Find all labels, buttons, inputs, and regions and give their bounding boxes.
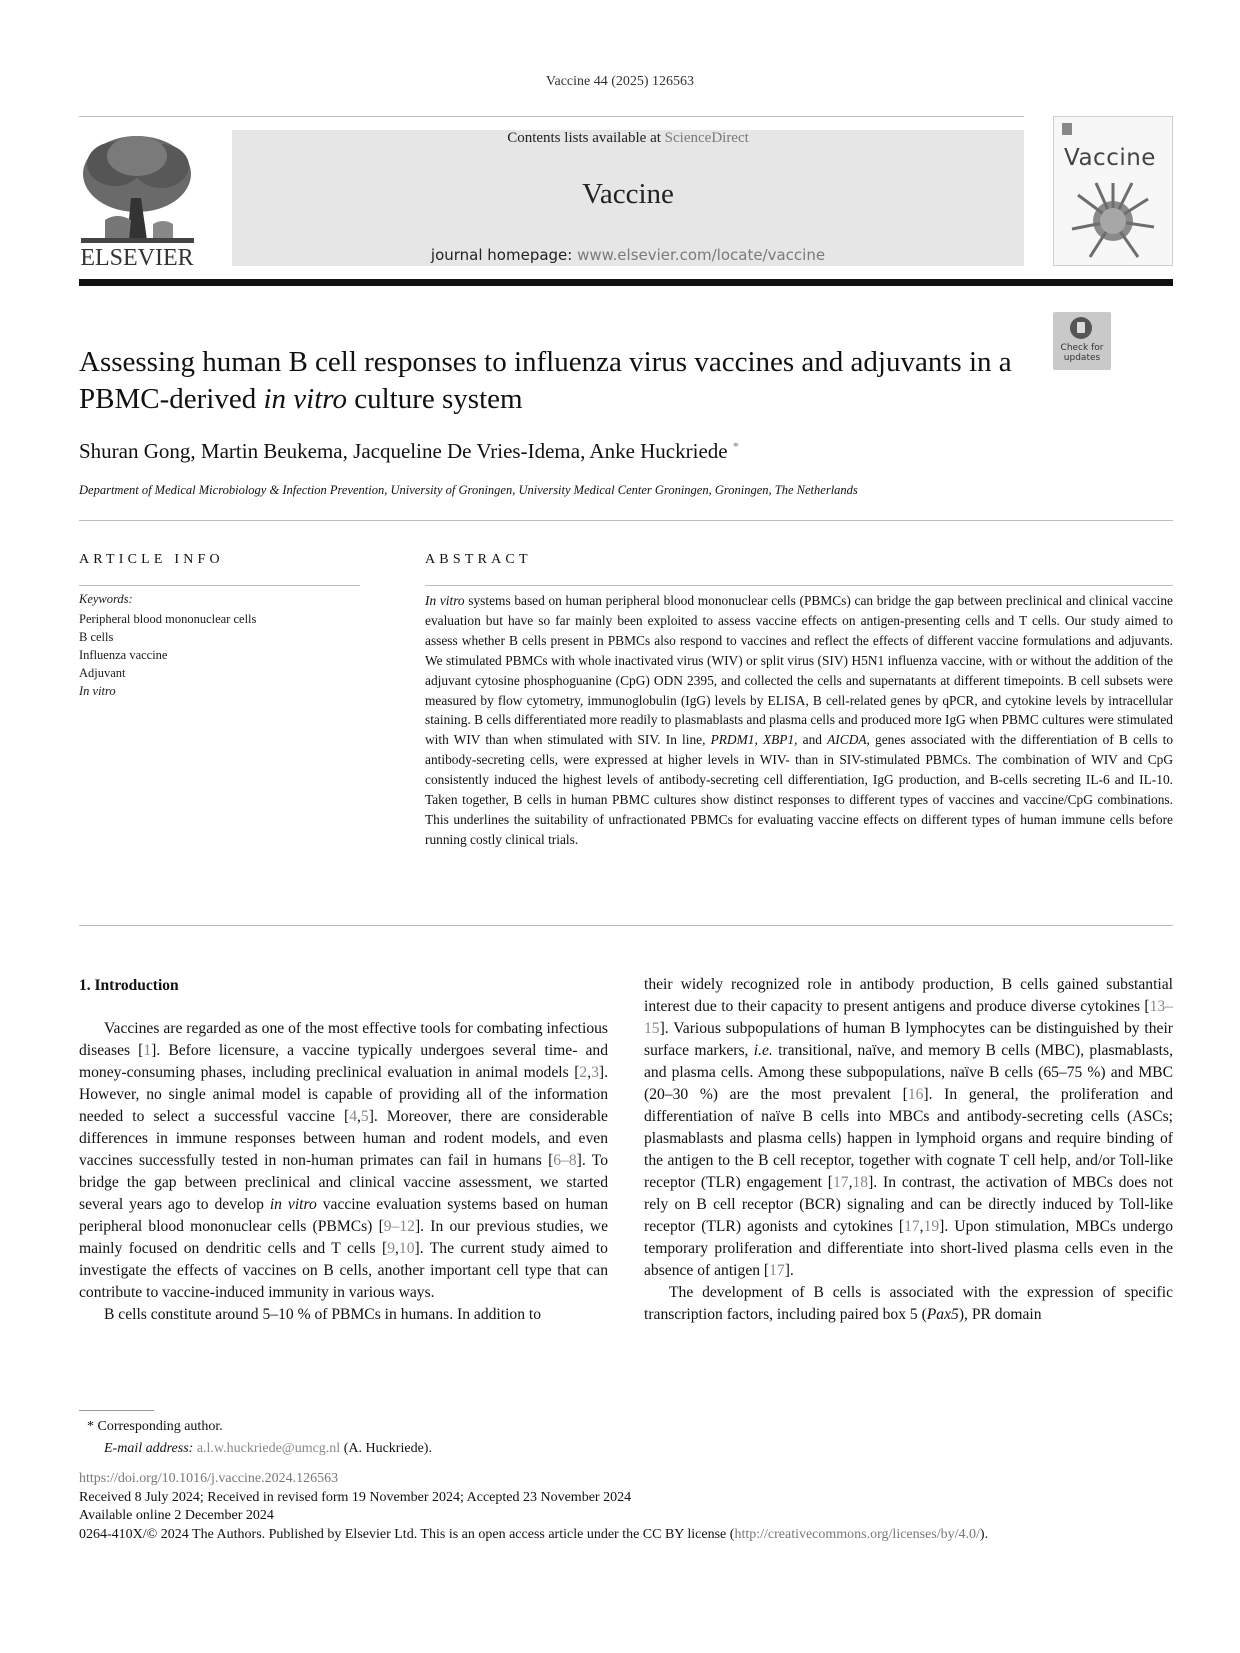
elsevier-tree-icon bbox=[75, 128, 200, 270]
text: , bbox=[919, 1218, 924, 1235]
keyword-item: Influenza vaccine bbox=[79, 648, 168, 662]
text: ]. In general, the proliferation and differentiation of naïve B cells into MBCs and antibody-secreting cells (ASCs; plasmablasts and plasma cells) happen in lymphoid organs and require binding of the antigen to the B cell receptor, together with cognate T cell help, and/or Toll-like receptor (TLR) engagement [ bbox=[644, 1086, 1173, 1191]
footnote-star-line: * Corresponding author. bbox=[87, 1419, 223, 1434]
check-for-updates-text bbox=[1053, 343, 1111, 363]
text: The development of B cells is associated with the expression of specific transcription factors, including paired box 5 ( bbox=[644, 1284, 1173, 1323]
citation-link[interactable]: 17 bbox=[904, 1218, 920, 1235]
abstract-lead: In vitro bbox=[425, 593, 465, 608]
cover-publisher-mark bbox=[1062, 123, 1072, 135]
affiliation: Department of Medical Microbiology & Infection Prevention, University of Groningen, University Medical Center Groningen, Groningen, The Netherlands bbox=[79, 483, 858, 497]
text: ]. In our previous studies, we mainly focused on dendritic cells and T cells [ bbox=[79, 1218, 608, 1257]
title-text: Assessing human B cell responses to influenza virus vaccines and adjuvants in a PBMC-derived bbox=[79, 346, 1012, 415]
section-heading-introduction: 1. Introduction bbox=[79, 977, 179, 994]
affiliation-rule bbox=[79, 520, 1173, 521]
italic-text: in vitro bbox=[269, 1196, 317, 1213]
citation-link[interactable]: 17 bbox=[833, 1174, 849, 1191]
gene-name: PRDM1 bbox=[710, 732, 755, 748]
citation-link[interactable]: 9 bbox=[387, 1240, 396, 1257]
citation-link[interactable]: 18 bbox=[852, 1174, 869, 1191]
citation-link[interactable]: 6–8 bbox=[553, 1152, 577, 1169]
homepage-link[interactable]: www.elsevier.com/locate/vaccine bbox=[577, 246, 826, 264]
keywords-list bbox=[79, 610, 256, 700]
email-label: E-mail address: bbox=[104, 1441, 194, 1456]
journal-cover[interactable] bbox=[1053, 116, 1173, 266]
email-link[interactable]: a.l.w.huckriede@umcg.nl bbox=[196, 1441, 341, 1456]
text: ]. To bridge the gap between preclinical and clinical vaccine assessment, we started several years ago to develop bbox=[79, 1152, 608, 1213]
gene-name: AICDA bbox=[827, 732, 867, 748]
text: Vaccines are regarded as one of the most effective tools for combating infectious diseases [ bbox=[79, 1020, 608, 1059]
citation-link[interactable]: 4 bbox=[349, 1108, 358, 1125]
footnote-rule bbox=[79, 1410, 154, 1411]
intro-paragraph-1 bbox=[79, 1018, 608, 1304]
journal-name: Vaccine bbox=[582, 178, 674, 210]
citation-link[interactable]: 1 bbox=[143, 1042, 152, 1059]
body-column-left bbox=[79, 1018, 608, 1326]
author-name[interactable]: Shuran Gong bbox=[79, 439, 191, 463]
received-dates: Received 8 July 2024; Received in revised form 19 November 2024; Accepted 23 November 2024 bbox=[79, 1489, 632, 1505]
keyword-item: In vitro bbox=[79, 684, 116, 698]
footnote-email-line bbox=[87, 1438, 432, 1460]
doi-link[interactable]: https://doi.org/10.1016/j.vaccine.2024.126563 bbox=[79, 1471, 339, 1486]
text: ]. However, no single animal model is capable of providing all of the information needed to select a successful vaccine [ bbox=[79, 1064, 608, 1125]
contents-line bbox=[232, 130, 1024, 147]
text: , bbox=[848, 1174, 853, 1191]
citation-link[interactable]: 5 bbox=[360, 1108, 369, 1125]
abstract-heading: ABSTRACT bbox=[425, 552, 532, 567]
citation-link[interactable]: 9–12 bbox=[383, 1218, 415, 1235]
article-info-rule bbox=[79, 585, 360, 586]
author-list bbox=[79, 439, 739, 464]
citation-link[interactable]: 13–15 bbox=[644, 998, 1173, 1037]
text: ]. Moreover, there are considerable differences in immune responses between human and rodent models, and even vaccines successfully tested in non-human primates can fail in humans [ bbox=[79, 1108, 608, 1169]
abstract-body bbox=[425, 591, 1173, 850]
logo-wordmark: ELSEVIER bbox=[80, 245, 194, 270]
homepage-line bbox=[232, 246, 1024, 264]
corresponding-author-footnote bbox=[87, 1416, 432, 1460]
masthead-rule bbox=[79, 279, 1173, 286]
text: , bbox=[395, 1240, 399, 1257]
abstract-and: and bbox=[797, 732, 828, 748]
abstract-rule bbox=[425, 585, 1173, 586]
keyword-item: Peripheral blood mononuclear cells bbox=[79, 612, 257, 626]
title-text-end: culture system bbox=[346, 383, 523, 415]
sciencedirect-link[interactable]: ScienceDirect bbox=[664, 130, 749, 146]
citation-link[interactable]: 2 bbox=[579, 1064, 588, 1081]
text: ]. Before licensure, a vaccine typically undergoes several time- and money-consuming phases, including preclinical evaluation in animal models [ bbox=[79, 1042, 608, 1081]
text: ]. The current study aimed to investigate the effects of vaccines on B cells, another important cell type that can contribute to vaccine-induced immunity in various ways. bbox=[79, 1240, 608, 1301]
email-suffix: (A. Huckriede). bbox=[340, 1441, 432, 1456]
text: , bbox=[357, 1108, 361, 1125]
license-link[interactable]: http://creativecommons.org/licenses/by/4.0/ bbox=[734, 1526, 980, 1542]
body-column-right bbox=[644, 974, 1173, 1326]
corresponding-author-mark[interactable]: * bbox=[732, 439, 739, 453]
intro-paragraph-2-continued bbox=[644, 974, 1173, 1282]
header-rule bbox=[79, 116, 1024, 117]
gene-name: XBP1, bbox=[762, 732, 798, 748]
citation-link[interactable]: 16 bbox=[907, 1086, 924, 1103]
homepage-prefix: journal homepage: bbox=[430, 246, 578, 264]
citation-link[interactable]: 17 bbox=[769, 1262, 785, 1279]
bookmark-icon bbox=[1070, 317, 1092, 339]
abstract-text-end: , genes associated with the differentiation of B cells to antibody-secreting cells, were expressed at higher levels in WIV- than in SIV-stimulated PBMCs. The combination of WIV and CpG consistently induced the highest levels of antibody-secreting cell differentiation, IgG production, and B-cells secreting IL-6 and IL-10. Taken together, B cells in human PBMC cultures show distinct responses to different types of vaccines and vaccine/CpG combinations. This underlines the suitability of unfractionated PBMCs for evaluating vaccine effects on different types of human immune cells before running costly clinical trials. bbox=[425, 732, 1174, 847]
text: ), PR domain bbox=[958, 1306, 1042, 1323]
author-separator: , bbox=[190, 439, 196, 463]
abstract-text: systems based on human peripheral blood mononuclear cells (PBMCs) can bridge the gap between preclinical and clinical vaccine evaluation but have so far mainly been exploited to assess vaccine effects on antigen-presenting cells and T cells. Our study aimed to assess whether B cells present in PBMCs also respond to vaccines and reflect the effects of different vaccine formulations and adjuvants. We stimulated PBMCs with whole inactivated virus (WIV) or split virus (SIV) H5N1 influenza vaccine, with or without the addition of the adjuvant cytosine phosphoguanine (CpG) ODN 2395, and collected the cells and supernatants at different timepoints. B cell subsets were measured by flow cytometry, immunoglobulin (IgG) levels by ELISA, B cell-related genes by qPCR, and cytokine levels by intracellular staining. B cells differentiated more readily to plasmablasts and plasma cells and produced more IgG when PBMC cultures were stimulated with WIV than when stimulated with SIV. In line, bbox=[425, 593, 1173, 748]
abstract-end-rule bbox=[79, 925, 1173, 926]
text: ]. Upon stimulation, MBCs undergo temporary proliferation and differentiate into short-lived plasma cells even in the absence of antigen [ bbox=[644, 1218, 1173, 1279]
text: ]. Various subpopulations of human B lymphocytes can be distinguished by their surface markers, bbox=[644, 1020, 1173, 1059]
author-name[interactable]: Anke Huckriede bbox=[589, 439, 728, 463]
citation-link[interactable]: 19 bbox=[923, 1218, 940, 1235]
check-for-updates-line2: updates bbox=[1063, 353, 1101, 363]
keyword-item: Adjuvant bbox=[79, 666, 126, 680]
text: ]. In contrast, the activation of MBCs does not rely on B cell receptor (BCR) signaling and can be directly induced by Toll-like receptor (TLR) agonists and cytokines [ bbox=[644, 1174, 1173, 1235]
keyword-item: B cells bbox=[79, 630, 114, 644]
italic-text: Pax5 bbox=[926, 1306, 959, 1323]
keywords-label: Keywords: bbox=[79, 592, 133, 606]
journal-banner bbox=[232, 130, 1024, 266]
author-name[interactable]: Jacqueline De Vries-Idema bbox=[353, 439, 581, 463]
text: transitional, naïve, and memory B cells (MBC), plasmablasts, and plasma cells. Among these subpopulations, naïve B cells (65–75 %) and MBC (20–30 %) are the most prevalent [ bbox=[644, 1042, 1173, 1103]
check-for-updates-line1: Check for bbox=[1060, 343, 1104, 353]
license-text: 0264-410X/© 2024 The Authors. Published by Elsevier Ltd. This is an open access article under the CC BY license ( bbox=[79, 1526, 735, 1542]
citation-link[interactable]: 10 bbox=[398, 1240, 415, 1257]
article-info-heading: ARTICLE INFO bbox=[79, 552, 224, 567]
publication-info bbox=[79, 1470, 988, 1544]
author-name[interactable]: Martin Beukema bbox=[200, 439, 343, 463]
article-title bbox=[79, 344, 1039, 418]
license-suffix: ). bbox=[979, 1526, 989, 1542]
author-separator: , bbox=[580, 439, 586, 463]
contents-prefix: Contents lists available at bbox=[507, 130, 665, 146]
abstract-punct: , bbox=[754, 732, 758, 748]
text: vaccine evaluation systems based on human peripheral blood mononuclear cells (PBMCs) [ bbox=[79, 1196, 608, 1235]
available-online: Available online 2 December 2024 bbox=[79, 1508, 274, 1523]
title-italic: in vitro bbox=[263, 383, 347, 415]
cover-title: Vaccine bbox=[1064, 145, 1156, 171]
check-for-updates-badge[interactable] bbox=[1053, 312, 1111, 370]
text: ]. bbox=[784, 1262, 794, 1279]
italic-text: i.e. bbox=[753, 1042, 773, 1059]
license-line bbox=[79, 1526, 988, 1545]
intro-paragraph-3 bbox=[644, 1282, 1173, 1326]
text: , bbox=[587, 1064, 592, 1081]
intro-paragraph-2: B cells constitute around 5–10 % of PBMCs in humans. In addition to bbox=[104, 1306, 542, 1323]
running-head: Vaccine 44 (2025) 126563 bbox=[545, 74, 695, 89]
elsevier-logo bbox=[75, 128, 200, 270]
author-separator: , bbox=[342, 439, 348, 463]
virus-illustration-icon bbox=[1068, 179, 1158, 261]
text: their widely recognized role in antibody production, B cells gained substantial interest due to their capacity to present antigens and produce diverse cytokines [ bbox=[644, 976, 1173, 1015]
citation-link[interactable]: 3 bbox=[591, 1064, 599, 1081]
